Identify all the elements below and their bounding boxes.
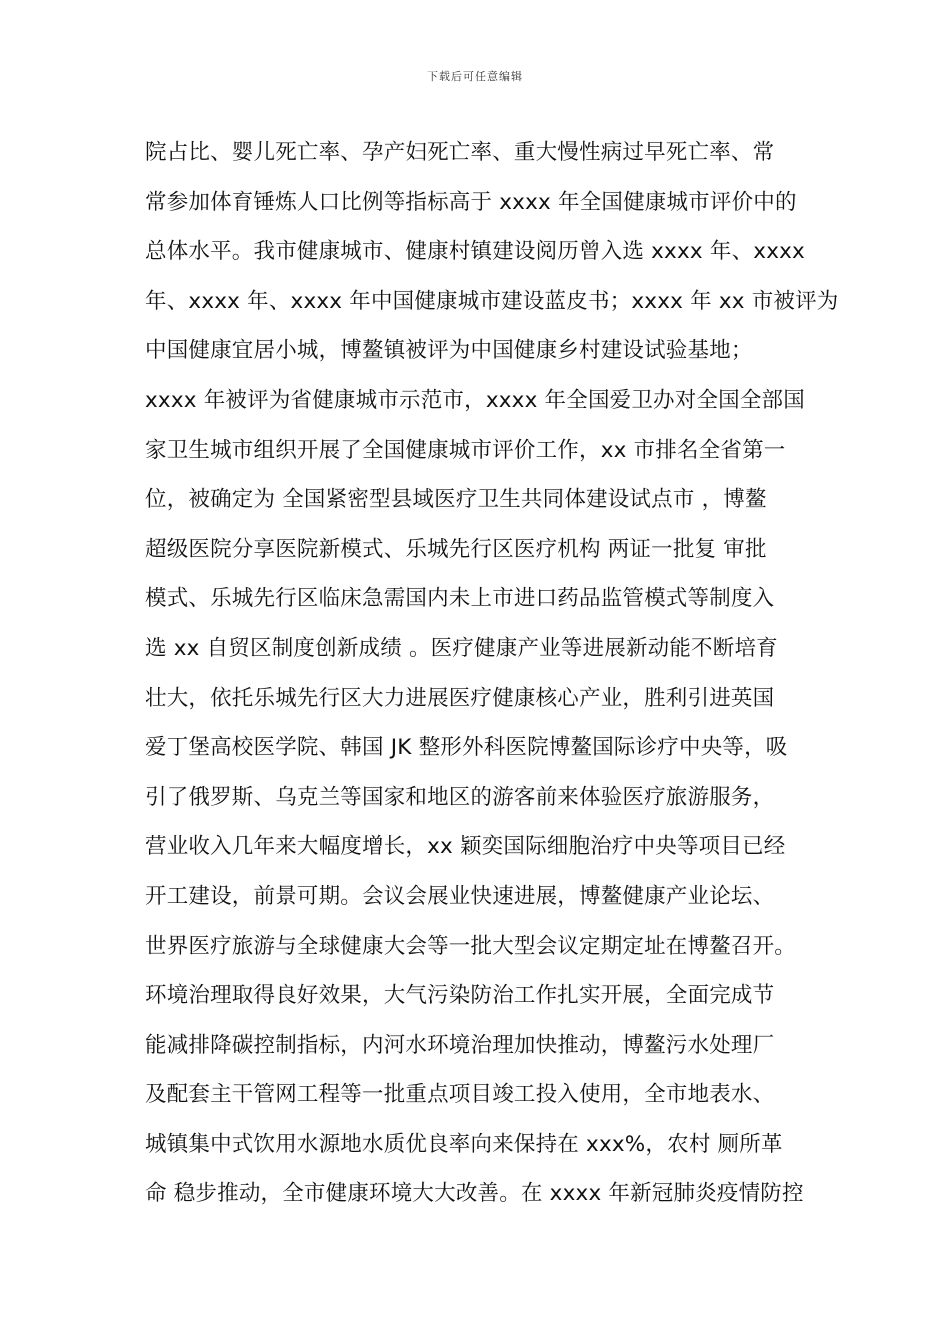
text-line: 命 稳步推动，全市健康环境大大改善。在 xxxx 年新冠肺炎疫情防控 — [145, 1181, 804, 1207]
text-line: 总体水平。我市健康城市、健康村镇建设阅历曾入选 xxxx 年、xxxx — [145, 239, 805, 265]
text-line: xxxx 年被评为省健康城市示范市，xxxx 年全国爱卫办对全国全部国 — [145, 387, 805, 413]
body-paragraph — [145, 128, 839, 1219]
text-line: 常参加体育锤炼人口比例等指标高于 xxxx 年全国健康城市评价中的 — [145, 189, 797, 215]
text-line: 开工建设，前景可期。会议会展业快速进展，博鳌健康产业论坛、 — [145, 883, 775, 909]
text-line: 能减排降碳控制指标，内河水环境治理加快推动，博鳌污水处理厂 — [145, 1032, 775, 1058]
text-line: 城镇集中式饮用水源地水质优良率向来保持在 xxx%，农村 厕所革 — [145, 1131, 783, 1157]
text-line: 年、xxxx 年、xxxx 年中国健康城市建设蓝皮书；xxxx 年 xx 市被评为 — [145, 288, 839, 314]
text-line: 营业收入几年来大幅度增长，xx 颖奕国际细胞治疗中央等项目已经 — [145, 834, 786, 860]
text-line: 世界医疗旅游与全球健康大会等一批大型会议定期定址在博鳌召开。 — [145, 933, 797, 959]
text-line: 中国健康宜居小城，博鳌镇被评为中国健康乡村建设试验基地； — [145, 338, 753, 364]
text-line: 选 xx 自贸区制度创新成绩 。医疗健康产业等进展新动能不断培育 — [145, 635, 778, 661]
page-header: 下载后可任意编辑 — [427, 70, 523, 83]
text-line: 爱丁堡高校医学院、韩国 JK 整形外科医院博鳌国际诊疗中央等，吸 — [145, 735, 788, 761]
text-line: 位，被确定为 全国紧密型县域医疗卫生共同体建设试点市 ，博鳌 — [145, 487, 767, 513]
text-line: 超级医院分享医院新模式、乐城先行区医疗机构 两证一批复 审批 — [145, 536, 767, 562]
text-line: 模式、乐城先行区临床急需国内未上市进口药品监管模式等制度入 — [145, 586, 775, 612]
text-line: 壮大，依托乐城先行区大力进展医疗健康核心产业，胜利引进英国 — [145, 685, 775, 711]
text-line: 引了俄罗斯、乌克兰等国家和地区的游客前来体验医疗旅游服务， — [145, 784, 775, 810]
text-line: 环境治理取得良好效果，大气污染防治工作扎实开展，全面完成节 — [145, 983, 775, 1009]
text-line: 及配套主干管网工程等一批重点项目竣工投入使用，全市地表水、 — [145, 1082, 775, 1108]
text-line: 院占比、婴儿死亡率、孕产妇死亡率、重大慢性病过早死亡率、常 — [145, 140, 775, 165]
text-line: 家卫生城市组织开展了全国健康城市评价工作，xx 市排名全省第一 — [145, 437, 786, 463]
